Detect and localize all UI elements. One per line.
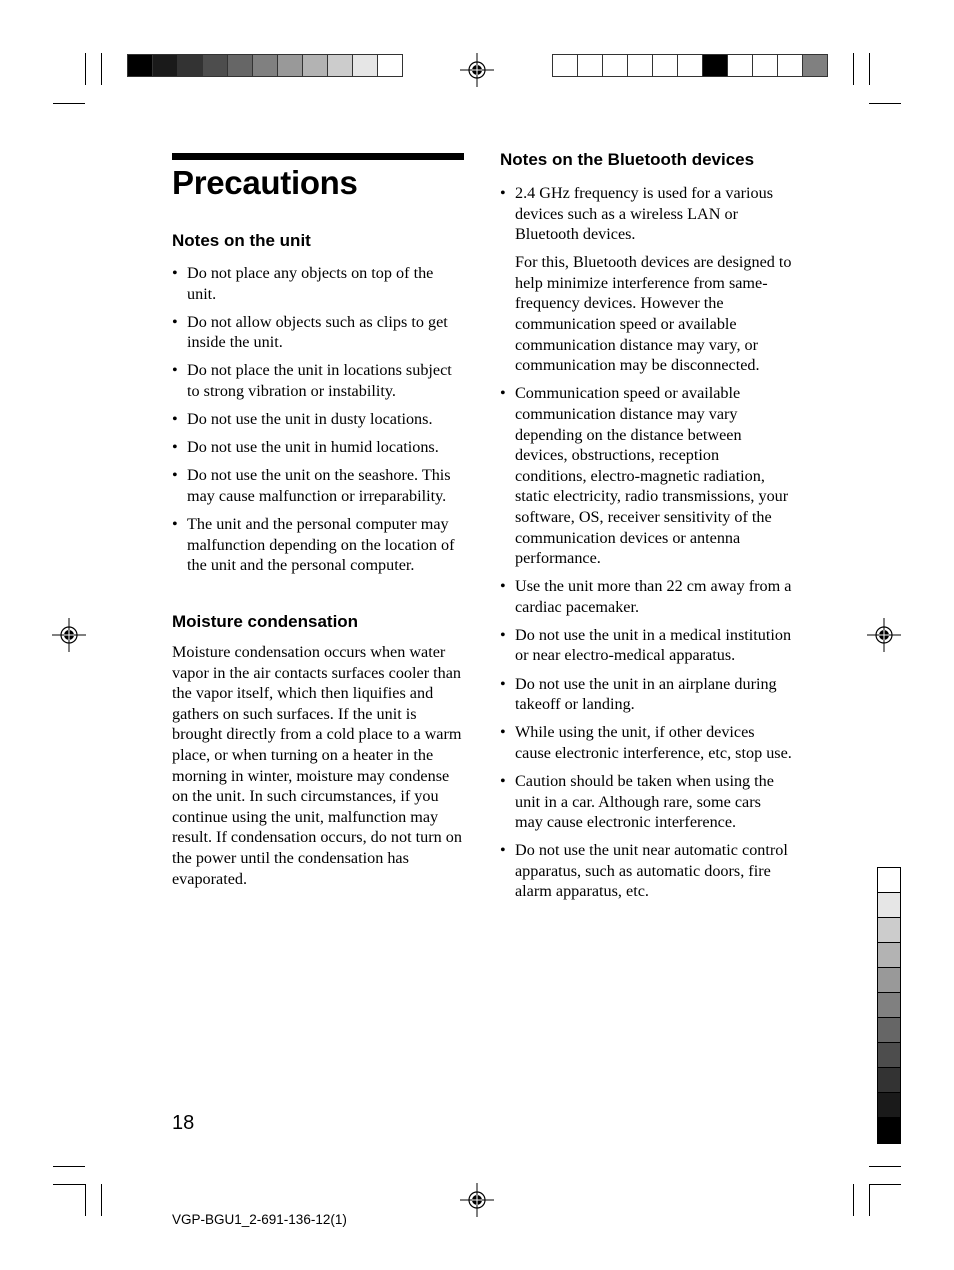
section-heading-moisture: Moisture condensation xyxy=(172,612,359,631)
color-swatch xyxy=(702,54,728,77)
color-swatch xyxy=(802,54,828,77)
list-item-text: Do not use the unit near automatic control apparatus, such as automatic doors, fire alarm apparatus, etc. xyxy=(515,841,788,901)
color-swatch xyxy=(878,1068,900,1093)
color-swatch xyxy=(878,1118,900,1143)
list-item-text: Use the unit more than 22 cm away from a cardiac pacemaker. xyxy=(515,577,792,616)
list-item: • Do not use the unit in dusty locations. xyxy=(172,409,466,430)
section-heading-unit: Notes on the unit xyxy=(172,231,311,250)
color-swatch xyxy=(127,54,153,77)
color-swatch xyxy=(878,993,900,1018)
color-swatch xyxy=(202,54,228,77)
color-swatch xyxy=(277,54,303,77)
list-item-text: Caution should be taken when using the unit in a car. Although rare, some cars may cause electronic interference. xyxy=(515,771,774,832)
grayscale-side-tab xyxy=(877,867,901,1144)
color-swatch xyxy=(878,918,900,943)
list-item: • Do not place the unit in locations subject to strong vibration or instability. xyxy=(172,360,466,401)
color-swatch xyxy=(577,54,603,77)
color-swatch xyxy=(727,54,753,77)
moisture-paragraph: Moisture condensation occurs when water vapor in the air contacts surfaces cooler than the vapor itself, which then liquifies and gathers on such surfaces. If the unit is brought directly from a cold place to a warm place, or when turning on a heater in the morning in winter, moisture may condense on the unit. In such circumstances, if you continue using the unit, malfunction may result. If condensation occurs, do not turn on the power until the condensation has evaporated. xyxy=(172,643,462,888)
color-swatch xyxy=(177,54,203,77)
page-number: 18 xyxy=(172,1112,195,1134)
list-item xyxy=(500,625,792,666)
color-swatch xyxy=(252,54,278,77)
color-swatch xyxy=(302,54,328,77)
color-swatch xyxy=(878,868,900,893)
color-swatch xyxy=(752,54,778,77)
color-swatch xyxy=(878,1093,900,1118)
color-swatch xyxy=(377,54,403,77)
list-item: • Do not use the unit on the seashore. This may cause malfunction or irreparability. xyxy=(172,465,466,506)
list-item: • Do not use the unit in humid locations. xyxy=(172,437,466,458)
color-swatch xyxy=(878,968,900,993)
color-swatch xyxy=(327,54,353,77)
color-swatch xyxy=(552,54,578,77)
page-title: Precautions xyxy=(172,164,358,201)
registration-mark-icon xyxy=(52,618,86,652)
color-swatch xyxy=(878,893,900,918)
registration-mark-icon xyxy=(460,1183,494,1217)
color-swatch xyxy=(627,54,653,77)
list-item xyxy=(500,771,792,833)
list-item: • Do not place any objects on top of the unit. xyxy=(172,263,466,304)
color-swatch xyxy=(152,54,178,77)
section-heading-bluetooth: Notes on the Bluetooth devices xyxy=(500,150,755,169)
footer-code: VGP-BGU1_2-691-136-12(1) xyxy=(172,1212,347,1227)
list-item xyxy=(500,576,792,617)
color-swatch xyxy=(227,54,253,77)
list-item-continuation: For this, Bluetooth devices are designed to help minimize interference from same-frequency devices. However the communication speed or available communication distance may vary, or communication may be disconnected. xyxy=(515,253,792,375)
color-swatch xyxy=(878,1018,900,1043)
bluetooth-notes-list xyxy=(500,183,792,910)
color-swatch xyxy=(602,54,628,77)
registration-mark-icon xyxy=(460,53,494,87)
list-item-text: 2.4 GHz frequency is used for a various devices such as a wireless LAN or Bluetooth devices. xyxy=(515,184,774,244)
list-item-text: Communication speed or available communication distance may vary depending on the distance between devices, obstructions, reception conditions, electro-magnetic radiation, static electricity, radio transmissions, your software, OS, receiver sensitivity of the communication devices or antenna performance. xyxy=(515,384,789,568)
registration-mark-icon xyxy=(867,618,901,652)
color-swatch xyxy=(677,54,703,77)
color-swatch xyxy=(777,54,803,77)
list-item xyxy=(500,183,792,376)
list-item-text: While using the unit, if other devices cause electronic interference, etc, stop use. xyxy=(515,723,792,762)
list-item-text: Do not use the unit in a medical institution or near electro-medical apparatus. xyxy=(515,625,792,665)
list-item: • The unit and the personal computer may malfunction depending on the location of the unit and the personal computer. xyxy=(172,514,466,576)
title-rule xyxy=(172,153,464,160)
list-item: • Do not allow objects such as clips to get inside the unit. xyxy=(172,312,466,353)
list-item xyxy=(500,840,792,902)
list-item xyxy=(500,383,792,568)
color-swatch xyxy=(352,54,378,77)
color-swatch xyxy=(652,54,678,77)
list-item-text: Do not use the unit in an airplane during takeoff or landing. xyxy=(515,674,777,714)
color-swatch xyxy=(878,943,900,968)
list-item xyxy=(500,722,792,763)
color-swatch xyxy=(878,1043,900,1068)
unit-notes-list xyxy=(172,263,466,583)
list-item xyxy=(500,674,792,715)
